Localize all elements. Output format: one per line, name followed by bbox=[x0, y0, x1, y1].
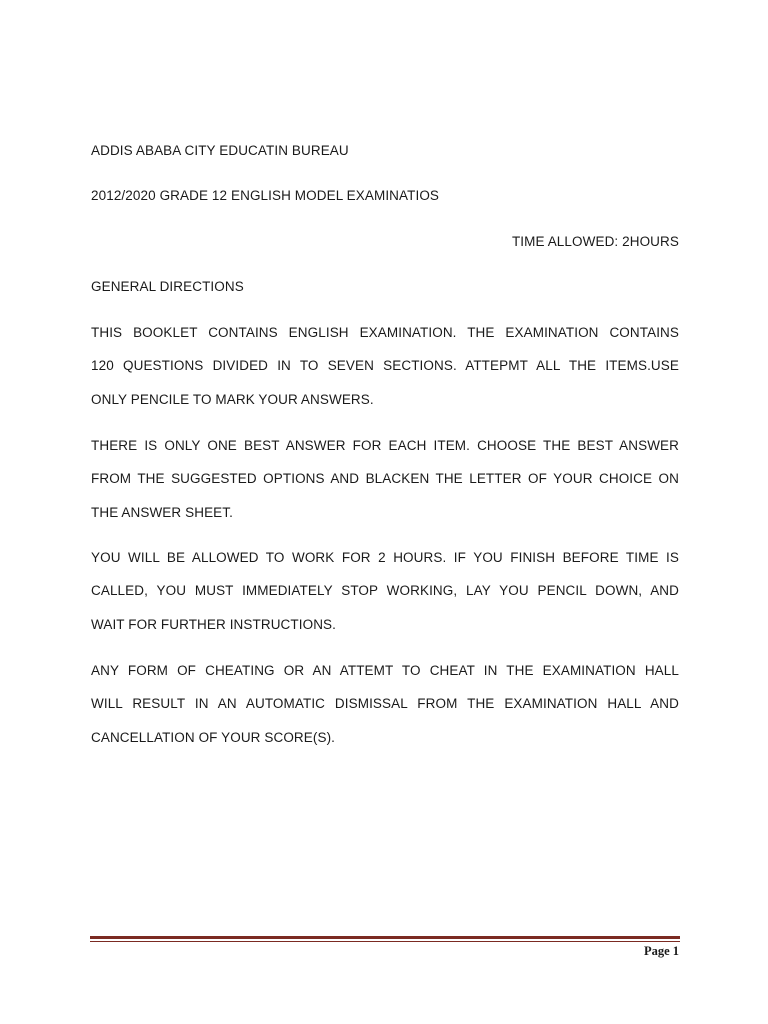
paragraph-line: THERE IS ONLY ONE BEST ANSWER FOR EACH ITEM. CHOOSE THE BEST ANSWER bbox=[91, 438, 679, 453]
paragraph-line: ANY FORM OF CHEATING OR AN ATTEMT TO CHEAT IN THE EXAMINATION HALL bbox=[91, 663, 679, 678]
paragraph-line: WILL RESULT IN AN AUTOMATIC DISMISSAL FROM THE EXAMINATION HALL AND bbox=[91, 696, 679, 711]
header-organization: ADDIS ABABA CITY EDUCATIN BUREAU bbox=[91, 143, 349, 158]
footer-rule bbox=[90, 936, 680, 939]
paragraph-line: THE ANSWER SHEET. bbox=[91, 505, 233, 520]
paragraph-line: YOU WILL BE ALLOWED TO WORK FOR 2 HOURS. IF YOU FINISH BEFORE TIME IS bbox=[91, 550, 679, 565]
header-exam-title: 2012/2020 GRADE 12 ENGLISH MODEL EXAMINATIOS bbox=[91, 188, 440, 203]
paragraph-line: THIS BOOKLET CONTAINS ENGLISH EXAMINATION. THE EXAMINATION CONTAINS bbox=[91, 325, 679, 340]
paragraph-line: 120 QUESTIONS DIVIDED IN TO SEVEN SECTIONS. ATTEPMT ALL THE ITEMS.USE bbox=[91, 358, 679, 373]
time-allowed: TIME ALLOWED: 2HOURS bbox=[511, 234, 679, 249]
paragraph-line: CALLED, YOU MUST IMMEDIATELY STOP WORKING, LAY YOU PENCIL DOWN, AND bbox=[91, 583, 679, 598]
paragraph-line: ONLY PENCILE TO MARK YOUR ANSWERS. bbox=[91, 392, 374, 407]
section-heading: GENERAL DIRECTIONS bbox=[91, 279, 244, 294]
document-body bbox=[91, 0, 679, 1024]
paragraph-line: CANCELLATION OF YOUR SCORE(S). bbox=[91, 730, 336, 745]
footer-rule-thin bbox=[90, 941, 680, 942]
paragraph-line: FROM THE SUGGESTED OPTIONS AND BLACKEN THE LETTER OF YOUR CHOICE ON bbox=[91, 471, 679, 486]
page-number: Page 1 bbox=[643, 944, 679, 958]
paragraph-line: WAIT FOR FURTHER INSTRUCTIONS. bbox=[91, 617, 336, 632]
